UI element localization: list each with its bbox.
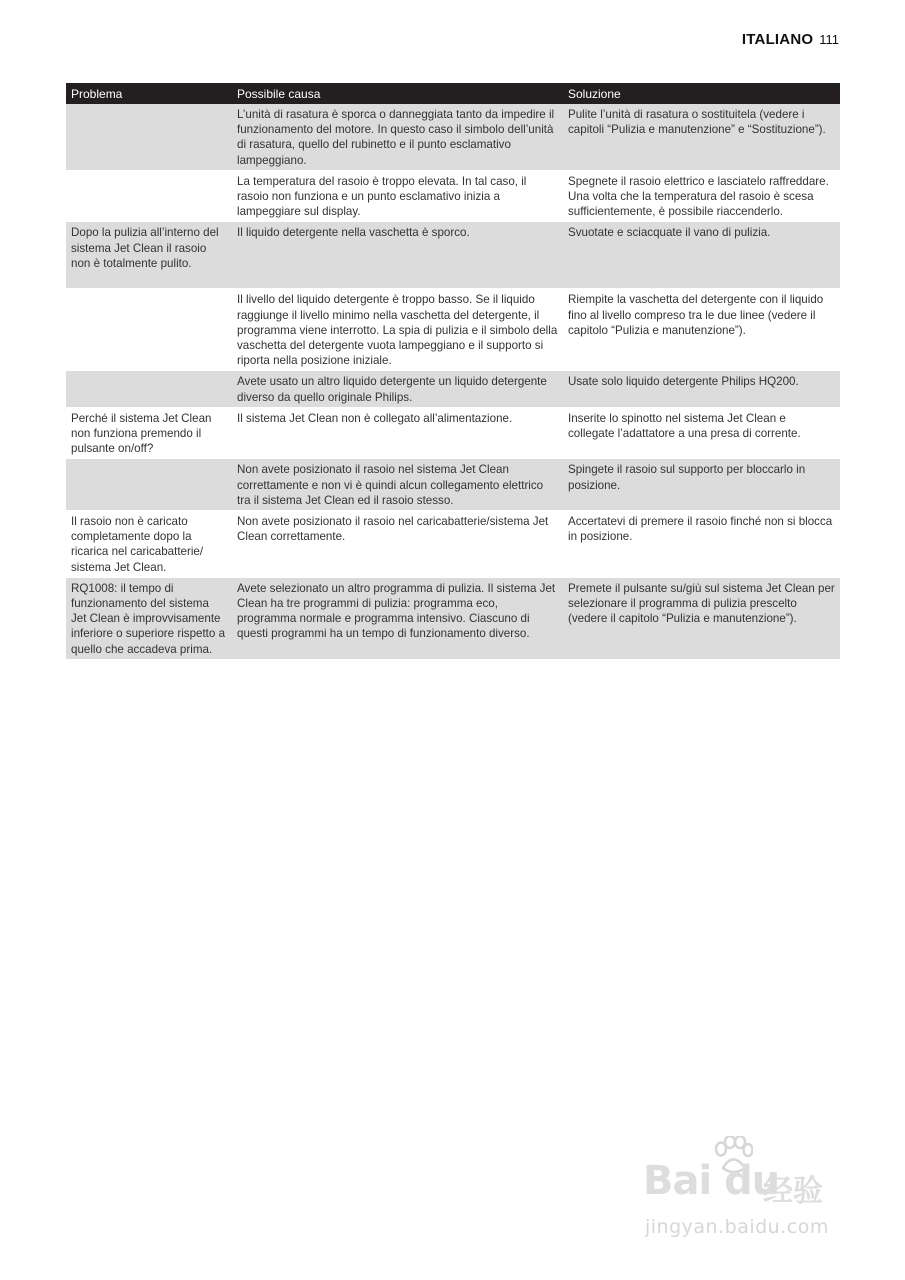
troubleshooting-table [66,83,840,660]
watermark-brand: Bai du [643,1158,780,1204]
cause-cell: Non avete posizionato il rasoio nel sistema Jet Clean correttamente e non vi è quindi alcun collegamento elettrico tra il sistema Jet Clean ed il rasoio stesso. [232,459,563,511]
column-header-problem: Problema [66,83,232,104]
table-row [66,104,840,170]
watermark-brand-cn: 经验 [763,1174,823,1209]
solution-cell: Spingete il rasoio sul supporto per bloccarlo in posizione. [563,459,840,511]
solution-cell: Pulite l’unità di rasatura o sostituitela (vedere i capitoli “Pulizia e manutenzione” e “Sostituzione”). [563,104,840,170]
problem-cell: Dopo la pulizia all’interno del sistema Jet Clean il rasoio non è totalmente pulito. [66,222,232,289]
table-row [66,289,840,371]
cause-cell: Avete selezionato un altro programma di pulizia. Il sistema Jet Clean ha tre programmi di pulizia: programma eco, programma normale e programma intensivo. Ciascuno di questi programmi ha un tempo di funzionamento diverso. [232,577,563,659]
cause-cell: L’unità di rasatura è sporca o danneggiata tanto da impedire il funzionamento del motore. In questo caso il simbolo dell’unità di rasatura, quello del rubinetto e il punto esclamativo lampeggiano. [232,104,563,170]
cause-cell: Il liquido detergente nella vaschetta è sporco. [232,222,563,289]
cause-cell: Non avete posizionato il rasoio nel caricabatterie/sistema Jet Clean correttamente. [232,511,563,578]
problem-cell [66,170,232,222]
solution-cell: Riempite la vaschetta del detergente con il liquido fino al livello compreso tra le due linee (vedere il capitolo “Pulizia e manutenzione”). [563,289,840,371]
problem-cell [66,371,232,407]
cause-cell: La temperatura del rasoio è troppo elevata. In tal caso, il rasoio non funziona e un punto esclamativo inizia a lampeggiare sul display. [232,170,563,222]
solution-cell: Usate solo liquido detergente Philips HQ200. [563,371,840,407]
table-row [66,407,840,459]
problem-cell [66,459,232,511]
solution-cell: Premete il pulsante su/giù sul sistema Jet Clean per selezionare il programma di pulizia prescelto (vedere il capitolo “Pulizia e manutenzione”). [563,577,840,659]
table-row [66,577,840,659]
table-row [66,511,840,578]
cause-cell: Il sistema Jet Clean non è collegato all’alimentazione. [232,407,563,459]
solution-cell: Inserite lo spinotto nel sistema Jet Clean e collegate l’adattatore a una presa di corrente. [563,407,840,459]
page-header [742,31,839,48]
problem-cell [66,289,232,371]
page-number: 111 [819,32,839,47]
problem-cell [66,104,232,170]
column-header-solution: Soluzione [563,83,840,104]
solution-cell: Spegnete il rasoio elettrico e lasciatelo raffreddare. Una volta che la temperatura del rasoio è scesa sufficientemente, è possibile riaccenderlo. [563,170,840,222]
table-header-row [66,83,840,104]
table-row [66,459,840,511]
problem-cell: RQ1008: il tempo di funzionamento del sistema Jet Clean è improvvisamente inferiore o superiore rispetto a quello che accadeva prima. [66,577,232,659]
cause-cell: Avete usato un altro liquido detergente un liquido detergente diverso da quello originale Philips. [232,371,563,407]
solution-cell: Accertatevi di premere il rasoio finché non si blocca in posizione. [563,511,840,578]
language-label: ITALIANO [741,31,814,48]
problem-cell: Perché il sistema Jet Clean non funziona premendo il pulsante on/off? [66,407,232,459]
cause-cell: Il livello del liquido detergente è troppo basso. Se il liquido raggiunge il livello minimo nella vaschetta del detergente, il programma viene interrotto. La spia di pulizia e il simbolo della vaschetta del detergente vuota lampeggiano e il supporto si riporta nella posizione iniziale. [232,289,563,371]
baidu-watermark [643,1136,853,1246]
table-row [66,170,840,222]
problem-cell: Il rasoio non è caricato completamente dopo la ricarica nel caricabatterie/ sistema Jet Clean. [66,511,232,578]
watermark-url: jingyan.baidu.com [645,1216,829,1238]
table-row [66,371,840,407]
column-header-cause: Possibile causa [232,83,563,104]
table-row [66,222,840,289]
solution-cell: Svuotate e sciacquate il vano di pulizia. [563,222,840,289]
